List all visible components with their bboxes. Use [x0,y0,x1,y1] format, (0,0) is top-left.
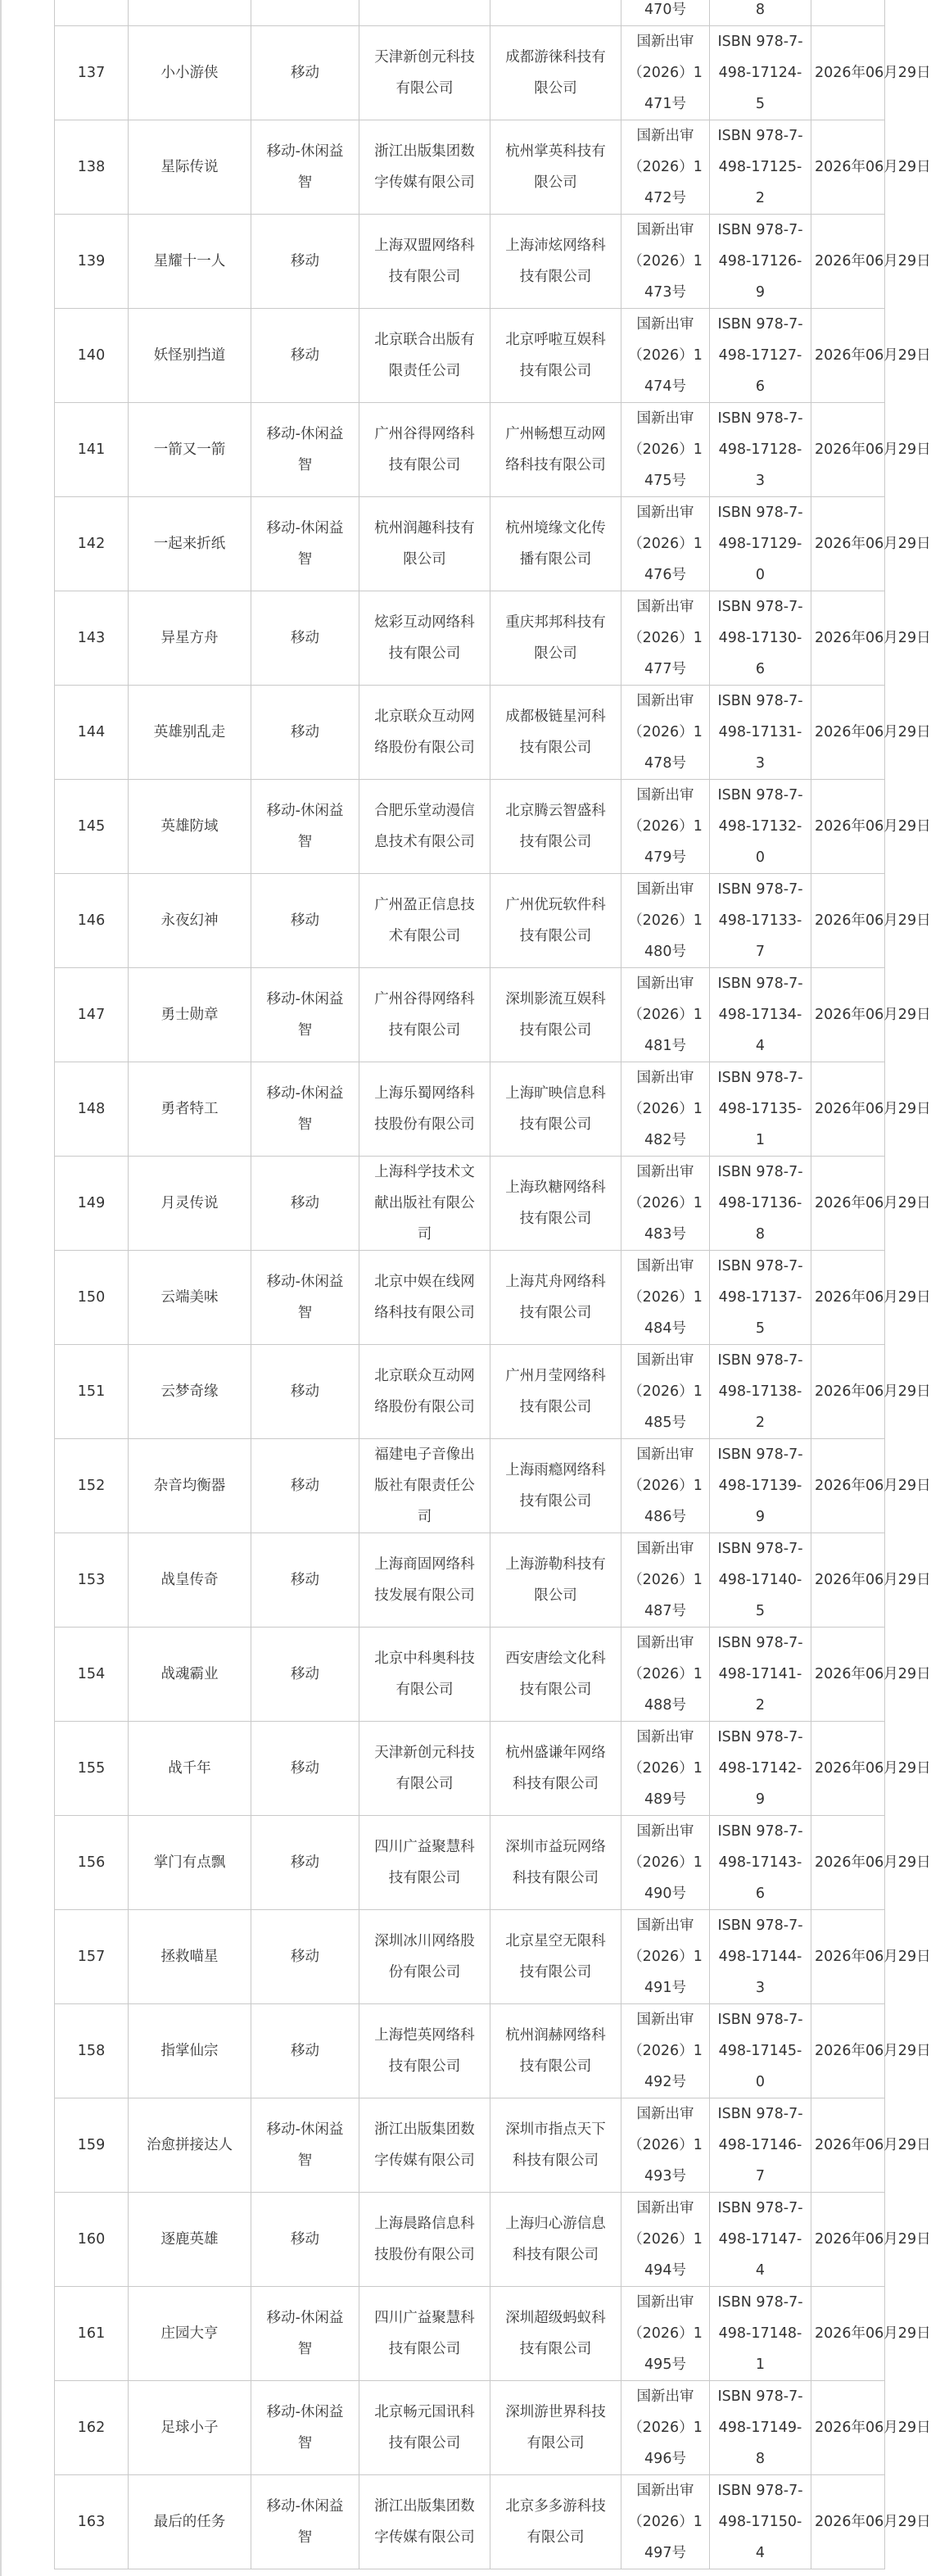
publisher-cell [359,0,490,26]
operator-cell: 广州月莹网络科技有限公司 [490,1345,621,1439]
category-cell: 移动 [251,1533,359,1628]
approval-number-cell: 国新出审（2026）1479号 [621,780,710,874]
table-row [55,0,885,26]
left-border [0,0,2,2576]
approval-number-cell: 国新出审（2026）1484号 [621,1251,710,1345]
publisher-cell: 上海商固网络科技发展有限公司 [359,1533,490,1628]
row-number-cell: 141 [55,403,129,497]
category-cell: 移动-休闲益智 [251,968,359,1062]
publisher-cell: 北京联众互动网络股份有限公司 [359,686,490,780]
row-number-cell: 160 [55,2193,129,2287]
category-cell: 移动-休闲益智 [251,780,359,874]
row-number-cell: 152 [55,1439,129,1533]
approval-number-cell: 国新出审（2026）1495号 [621,2287,710,2381]
isbn-cell: ISBN 978-7-498-17150-4 [710,2475,811,2569]
approval-number-cell: 国新出审（2026）1492号 [621,2004,710,2098]
publisher-cell: 炫彩互动网络科技有限公司 [359,591,490,686]
isbn-cell: ISBN 978-7-498-17138-2 [710,1345,811,1439]
approval-date-cell: 2026年06月29日 [811,2098,885,2193]
approval-date-cell: 2026年06月29日 [811,1533,885,1628]
publisher-cell: 广州盈正信息技术有限公司 [359,874,490,968]
game-name-cell: 妖怪别挡道 [129,309,251,403]
approval-date-cell: 2026年06月29日 [811,120,885,215]
isbn-cell: ISBN 978-7-498-17139-9 [710,1439,811,1533]
table-row [55,497,885,591]
category-cell: 移动 [251,1722,359,1816]
game-name-cell: 永夜幻神 [129,874,251,968]
category-cell: 移动 [251,1157,359,1251]
isbn-cell: ISBN 978-7-498-17128-3 [710,403,811,497]
table-row [55,120,885,215]
operator-cell: 杭州润赫网络科技有限公司 [490,2004,621,2098]
table-row [55,1062,885,1157]
operator-cell [490,0,621,26]
publisher-cell: 上海双盟网络科技有限公司 [359,215,490,309]
category-cell: 移动 [251,2004,359,2098]
category-cell: 移动-休闲益智 [251,1062,359,1157]
isbn-cell: ISBN 978-7-498-17144-3 [710,1910,811,2004]
row-number-cell: 146 [55,874,129,968]
approval-number-cell: 国新出审（2026）1473号 [621,215,710,309]
isbn-cell: ISBN 978-7-498-17140-5 [710,1533,811,1628]
publisher-cell: 上海晨路信息科技股份有限公司 [359,2193,490,2287]
isbn-cell: ISBN 978-7-498-17146-7 [710,2098,811,2193]
isbn-cell: ISBN 978-7-498-17127-6 [710,309,811,403]
approval-date-cell: 2026年06月29日 [811,309,885,403]
publisher-cell: 上海恺英网络科技有限公司 [359,2004,490,2098]
game-name-cell: 战魂霸业 [129,1628,251,1722]
category-cell: 移动-休闲益智 [251,1251,359,1345]
approval-date-cell: 2026年06月29日 [811,2287,885,2381]
publisher-cell: 上海科学技术文献出版社有限公司 [359,1157,490,1251]
approval-number-cell: 国新出审（2026）1483号 [621,1157,710,1251]
publisher-cell: 福建电子音像出版社有限责任公司 [359,1439,490,1533]
row-number-cell: 163 [55,2475,129,2569]
isbn-cell: ISBN 978-7-498-17136-8 [710,1157,811,1251]
operator-cell: 深圳影流互娱科技有限公司 [490,968,621,1062]
game-name-cell: 英雄别乱走 [129,686,251,780]
category-cell: 移动 [251,2193,359,2287]
isbn-cell: ISBN 978-7-498-17132-0 [710,780,811,874]
row-number-cell [55,0,129,26]
isbn-cell: ISBN 978-7-498-17142-9 [710,1722,811,1816]
operator-cell: 上海归心游信息科技有限公司 [490,2193,621,2287]
table-row [55,403,885,497]
operator-cell: 广州畅想互动网络科技有限公司 [490,403,621,497]
game-approval-table [54,0,931,2569]
approval-date-cell: 2026年06月29日 [811,2475,885,2569]
operator-cell: 上海旷映信息科技有限公司 [490,1062,621,1157]
game-name-cell: 勇士勋章 [129,968,251,1062]
operator-cell: 上海沛炫网络科技有限公司 [490,215,621,309]
row-number-cell: 154 [55,1628,129,1722]
row-number-cell: 159 [55,2098,129,2193]
game-name-cell: 足球小子 [129,2381,251,2475]
isbn-cell: ISBN 978-7-498-17130-6 [710,591,811,686]
game-name-cell: 月灵传说 [129,1157,251,1251]
category-cell [251,0,359,26]
table-row [55,2381,885,2475]
approval-number-cell: 国新出审（2026）1485号 [621,1345,710,1439]
game-name-cell: 庄园大亨 [129,2287,251,2381]
publisher-cell: 浙江出版集团数字传媒有限公司 [359,120,490,215]
approval-number-cell: 国新出审（2026）1475号 [621,403,710,497]
category-cell: 移动-休闲益智 [251,120,359,215]
row-number-cell: 140 [55,309,129,403]
operator-cell: 深圳市指点天下科技有限公司 [490,2098,621,2193]
isbn-cell: ISBN 978-7-498-17125-2 [710,120,811,215]
isbn-cell: ISBN 978-7-498-17129-0 [710,497,811,591]
isbn-cell: ISBN 978-7-498-17147-4 [710,2193,811,2287]
row-number-cell: 143 [55,591,129,686]
publisher-cell: 合肥乐堂动漫信息技术有限公司 [359,780,490,874]
game-name-cell: 指掌仙宗 [129,2004,251,2098]
approval-number-cell: 国新出审（2026）1480号 [621,874,710,968]
operator-cell: 杭州掌英科技有限公司 [490,120,621,215]
publisher-cell: 四川广益聚慧科技有限公司 [359,2287,490,2381]
operator-cell: 西安唐绘文化科技有限公司 [490,1628,621,1722]
approval-number-cell: 国新出审（2026）1488号 [621,1628,710,1722]
row-number-cell: 158 [55,2004,129,2098]
approval-number-cell: 国新出审（2026）1494号 [621,2193,710,2287]
table-row [55,780,885,874]
isbn-cell: ISBN 978-7-498-17137-5 [710,1251,811,1345]
game-name-cell [129,0,251,26]
approval-date-cell: 2026年06月29日 [811,1439,885,1533]
table-row [55,2193,885,2287]
publisher-cell: 北京联众互动网络股份有限公司 [359,1345,490,1439]
table-body [55,0,931,2569]
table-row [55,874,885,968]
approval-number-cell: 国新出审（2026）1496号 [621,2381,710,2475]
isbn-cell: ISBN 978-7-498-17141-2 [710,1628,811,1722]
table-row [55,26,885,120]
operator-cell: 深圳游世界科技有限公司 [490,2381,621,2475]
category-cell: 移动 [251,215,359,309]
game-name-cell: 掌门有点飘 [129,1816,251,1910]
table-row [55,215,885,309]
category-cell: 移动-休闲益智 [251,2098,359,2193]
approval-date-cell: 2026年06月29日 [811,1910,885,2004]
isbn-cell: 8 [710,0,811,26]
operator-cell: 成都游徕科技有限公司 [490,26,621,120]
category-cell: 移动-休闲益智 [251,497,359,591]
isbn-cell: ISBN 978-7-498-17126-9 [710,215,811,309]
category-cell: 移动 [251,591,359,686]
table-row [55,686,885,780]
row-number-cell: 161 [55,2287,129,2381]
operator-cell: 深圳超级蚂蚁科技有限公司 [490,2287,621,2381]
category-cell: 移动 [251,1439,359,1533]
publisher-cell: 天津新创元科技有限公司 [359,26,490,120]
approval-date-cell: 2026年06月29日 [811,1251,885,1345]
table-row [55,2475,885,2569]
category-cell: 移动 [251,26,359,120]
isbn-cell: ISBN 978-7-498-17145-0 [710,2004,811,2098]
row-number-cell: 153 [55,1533,129,1628]
game-name-cell: 异星方舟 [129,591,251,686]
isbn-cell: ISBN 978-7-498-17134-4 [710,968,811,1062]
approval-date-cell: 2026年06月29日 [811,968,885,1062]
category-cell: 移动 [251,686,359,780]
publisher-cell: 广州谷得网络科技有限公司 [359,968,490,1062]
publisher-cell: 浙江出版集团数字传媒有限公司 [359,2475,490,2569]
isbn-cell: ISBN 978-7-498-17131-3 [710,686,811,780]
game-name-cell: 英雄防域 [129,780,251,874]
category-cell: 移动 [251,874,359,968]
publisher-cell: 广州谷得网络科技有限公司 [359,403,490,497]
table-row [55,2098,885,2193]
approval-number-cell: 国新出审（2026）1486号 [621,1439,710,1533]
approval-date-cell: 2026年06月29日 [811,1722,885,1816]
approval-number-cell: 国新出审（2026）1471号 [621,26,710,120]
game-name-cell: 云端美味 [129,1251,251,1345]
game-name-cell: 最后的任务 [129,2475,251,2569]
row-number-cell: 162 [55,2381,129,2475]
approval-number-cell: 国新出审（2026）1474号 [621,309,710,403]
isbn-cell: ISBN 978-7-498-17148-1 [710,2287,811,2381]
publisher-cell: 深圳冰川网络股份有限公司 [359,1910,490,2004]
row-number-cell: 157 [55,1910,129,2004]
table-row [55,1157,885,1251]
row-number-cell: 145 [55,780,129,874]
operator-cell: 成都极链星河科技有限公司 [490,686,621,780]
table-row [55,591,885,686]
category-cell: 移动-休闲益智 [251,2287,359,2381]
operator-cell: 上海芃舟网络科技有限公司 [490,1251,621,1345]
game-name-cell: 星际传说 [129,120,251,215]
operator-cell: 上海雨瘾网络科技有限公司 [490,1439,621,1533]
operator-cell: 北京腾云智盛科技有限公司 [490,780,621,874]
game-name-cell: 拯救喵星 [129,1910,251,2004]
publisher-cell: 杭州润趣科技有限公司 [359,497,490,591]
category-cell: 移动-休闲益智 [251,2381,359,2475]
operator-cell: 北京星空无限科技有限公司 [490,1910,621,2004]
table-row [55,1439,885,1533]
approval-number-cell: 国新出审（2026）1477号 [621,591,710,686]
approval-date-cell: 2026年06月29日 [811,1345,885,1439]
table-row [55,1533,885,1628]
row-number-cell: 150 [55,1251,129,1345]
row-number-cell: 144 [55,686,129,780]
approval-date-cell: 2026年06月29日 [811,874,885,968]
approval-number-cell: 国新出审（2026）1487号 [621,1533,710,1628]
category-cell: 移动 [251,309,359,403]
approval-number-cell: 国新出审（2026）1489号 [621,1722,710,1816]
approval-number-cell: 国新出审（2026）1482号 [621,1062,710,1157]
isbn-cell: ISBN 978-7-498-17143-6 [710,1816,811,1910]
row-number-cell: 139 [55,215,129,309]
table-row [55,1251,885,1345]
operator-cell: 重庆邦邦科技有限公司 [490,591,621,686]
table-row [55,2287,885,2381]
approval-number-cell: 国新出审（2026）1476号 [621,497,710,591]
row-number-cell: 142 [55,497,129,591]
category-cell: 移动 [251,1816,359,1910]
isbn-cell: ISBN 978-7-498-17149-8 [710,2381,811,2475]
approval-number-cell: 国新出审（2026）1497号 [621,2475,710,2569]
approval-number-cell: 国新出审（2026）1472号 [621,120,710,215]
row-number-cell: 155 [55,1722,129,1816]
publisher-cell: 四川广益聚慧科技有限公司 [359,1816,490,1910]
approval-date-cell: 2026年06月29日 [811,403,885,497]
game-name-cell: 治愈拼接达人 [129,2098,251,2193]
approval-date-cell: 2026年06月29日 [811,2004,885,2098]
approval-date-cell: 2026年06月29日 [811,2381,885,2475]
row-number-cell: 148 [55,1062,129,1157]
approval-date-cell: 2026年06月29日 [811,215,885,309]
approval-date-cell: 2026年06月29日 [811,1062,885,1157]
operator-cell: 深圳市益玩网络科技有限公司 [490,1816,621,1910]
game-name-cell: 星耀十一人 [129,215,251,309]
row-number-cell: 156 [55,1816,129,1910]
row-number-cell: 149 [55,1157,129,1251]
approval-number-cell: 国新出审（2026）1478号 [621,686,710,780]
operator-cell: 杭州盛谦年网络科技有限公司 [490,1722,621,1816]
publisher-cell: 北京畅元国讯科技有限公司 [359,2381,490,2475]
isbn-cell: ISBN 978-7-498-17124-5 [710,26,811,120]
category-cell: 移动-休闲益智 [251,403,359,497]
game-name-cell: 战千年 [129,1722,251,1816]
game-name-cell: 云梦奇缘 [129,1345,251,1439]
operator-cell: 上海游勒科技有限公司 [490,1533,621,1628]
row-number-cell: 137 [55,26,129,120]
table-row [55,309,885,403]
publisher-cell: 天津新创元科技有限公司 [359,1722,490,1816]
game-name-cell: 勇者特工 [129,1062,251,1157]
approval-number-cell: 国新出审（2026）1493号 [621,2098,710,2193]
category-cell: 移动 [251,1910,359,2004]
approval-number-cell: 470号 [621,0,710,26]
isbn-cell: ISBN 978-7-498-17135-1 [710,1062,811,1157]
table-row [55,1628,885,1722]
publisher-cell: 北京中科奥科技有限公司 [359,1628,490,1722]
publisher-cell: 上海乐蜀网络科技股份有限公司 [359,1062,490,1157]
operator-cell: 杭州境缘文化传播有限公司 [490,497,621,591]
isbn-cell: ISBN 978-7-498-17133-7 [710,874,811,968]
approval-date-cell: 2026年06月29日 [811,1157,885,1251]
operator-cell: 北京呼啦互娱科技有限公司 [490,309,621,403]
publisher-cell: 浙江出版集团数字传媒有限公司 [359,2098,490,2193]
table-row [55,2004,885,2098]
approval-date-cell [811,0,885,26]
approval-date-cell: 2026年06月29日 [811,591,885,686]
approval-date-cell: 2026年06月29日 [811,780,885,874]
table-row [55,1722,885,1816]
approval-date-cell: 2026年06月29日 [811,2193,885,2287]
game-name-cell: 杂音均衡器 [129,1439,251,1533]
approval-date-cell: 2026年06月29日 [811,686,885,780]
row-number-cell: 147 [55,968,129,1062]
game-name-cell: 小小游侠 [129,26,251,120]
game-name-cell: 战皇传奇 [129,1533,251,1628]
game-name-cell: 一起来折纸 [129,497,251,591]
approval-number-cell: 国新出审（2026）1481号 [621,968,710,1062]
category-cell: 移动-休闲益智 [251,2475,359,2569]
publisher-cell: 北京联合出版有限责任公司 [359,309,490,403]
operator-cell: 广州优玩软件科技有限公司 [490,874,621,968]
publisher-cell: 北京中娱在线网络科技有限公司 [359,1251,490,1345]
category-cell: 移动 [251,1628,359,1722]
game-name-cell: 逐鹿英雄 [129,2193,251,2287]
category-cell: 移动 [251,1345,359,1439]
operator-cell: 北京多多游科技有限公司 [490,2475,621,2569]
approval-date-cell: 2026年06月29日 [811,497,885,591]
approval-date-cell: 2026年06月29日 [811,1628,885,1722]
row-number-cell: 138 [55,120,129,215]
game-name-cell: 一箭又一箭 [129,403,251,497]
table-row [55,1345,885,1439]
approval-date-cell: 2026年06月29日 [811,1816,885,1910]
approval-date-cell: 2026年06月29日 [811,26,885,120]
operator-cell: 上海玖糖网络科技有限公司 [490,1157,621,1251]
approval-number-cell: 国新出审（2026）1491号 [621,1910,710,2004]
table-row [55,968,885,1062]
table-row [55,1816,885,1910]
approval-number-cell: 国新出审（2026）1490号 [621,1816,710,1910]
table-row [55,1910,885,2004]
row-number-cell: 151 [55,1345,129,1439]
